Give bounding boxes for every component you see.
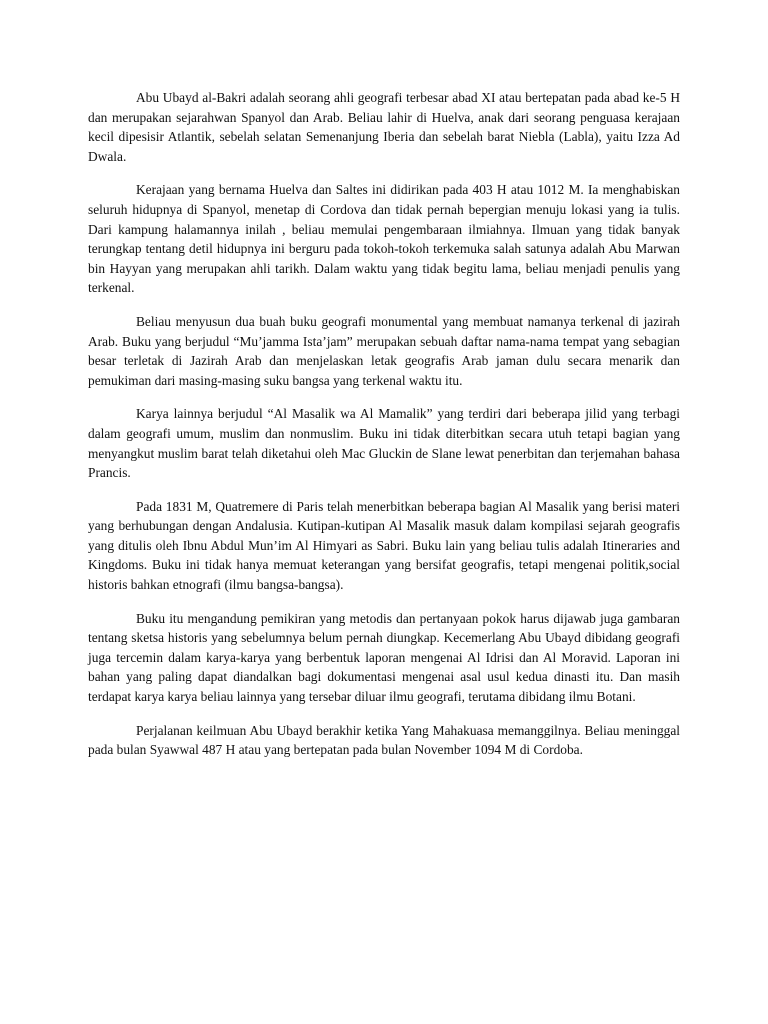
- paragraph-5: Pada 1831 M, Quatremere di Paris telah menerbitkan beberapa bagian Al Masalik yang berisi materi yang berhubungan dengan Andalusia. Kutipan-kutipan Al Masalik masuk dalam kompilasi sejarah geografis yang ditulis oleh Ibnu Abdul Mun’im Al Himyari as Sabri. Buku lain yang beliau tulis adalah Itineraries and Kingdoms. Buku ini tidak hanya memuat keterangan yang bersifat geografis, tetapi mengenai politik,social historis bahkan etnografi (ilmu bangsa-bangsa).: [88, 498, 680, 593]
- paragraph-6: Buku itu mengandung pemikiran yang metodis dan pertanyaan pokok harus dijawab juga gambaran tentang sketsa historis yang sebelumnya belum pernah diungkap. Kecemerlang Abu Ubayd dibidang geografi juga tercemin dalam karya-karya yang berbentuk laporan mengenai Al Idrisi dan Al Moravid. Laporan ini bahan yang paling dapat diandalkan bagi dokumentasi mengenai asal usul kedua dinasti itu. Dan masih terdapat karya karya beliau lainnya yang tersebar diluar ilmu geografi, terutama dibidang ilmu Botani.: [88, 610, 680, 705]
- paragraph-4: Karya lainnya berjudul “Al Masalik wa Al Mamalik” yang terdiri dari beberapa jilid yang terbagi dalam geografi umum, muslim dan nonmuslim. Buku ini tidak diterbitkan secara utuh tetapi bagian yang menyangkut muslim barat telah diketahui oleh Mac Gluckin de Slane lewat penerbitan dan terjemahan bahasa Prancis.: [88, 406, 680, 481]
- paragraph-7: Perjalanan keilmuan Abu Ubayd berakhir ketika Yang Mahakuasa memanggilnya. Beliau meninggal pada bulan Syawwal 487 H atau yang bertepatan pada bulan November 1094 M di Cordoba.: [88, 722, 680, 758]
- document-page: [88, 88, 680, 774]
- paragraph-2: Kerajaan yang bernama Huelva dan Saltes ini didirikan pada 403 H atau 1012 M. Ia menghabiskan seluruh hidupnya di Spanyol, menetap di Cordova dan tidak pernah bepergian menuju lokasi yang ia tulis. Dari kampung halamannya inilah , beliau memulai pengembaraan ilmiahnya. Ilmuan yang tidak banyak terungkap tentang detil hidupnya ini berguru pada tokoh-tokoh terkemuka salah satunya adalah Abu Marwan bin Hayyan yang merupakan ahli tarikh. Dalam waktu yang tidak begitu lama, beliau menjadi penulis yang terkenal.: [88, 182, 680, 296]
- paragraph-3: Beliau menyusun dua buah buku geografi monumental yang membuat namanya terkenal di jazirah Arab. Buku yang berjudul “Mu’jamma Ista’jam” merupakan sebuah daftar nama-nama tempat yang sebagian besar terletak di Jazirah Arab dan menjelaskan letak geografis Arab jaman dulu secara menarik dan pemukiman dari masing-masing suku bangsa yang terkenal waktu itu.: [88, 313, 680, 388]
- paragraph-1: Abu Ubayd al-Bakri adalah seorang ahli geografi terbesar abad XI atau bertepatan pada abad ke-5 H dan merupakan sejarahwan Spanyol dan Arab. Beliau lahir di Huelva, anak dari seorang penguasa kerajaan kecil dipesisir Atlantik, sebelah selatan Semenanjung Iberia dan sebelah barat Niebla (Labla), yaitu Izza Ad Dwala.: [88, 90, 680, 164]
